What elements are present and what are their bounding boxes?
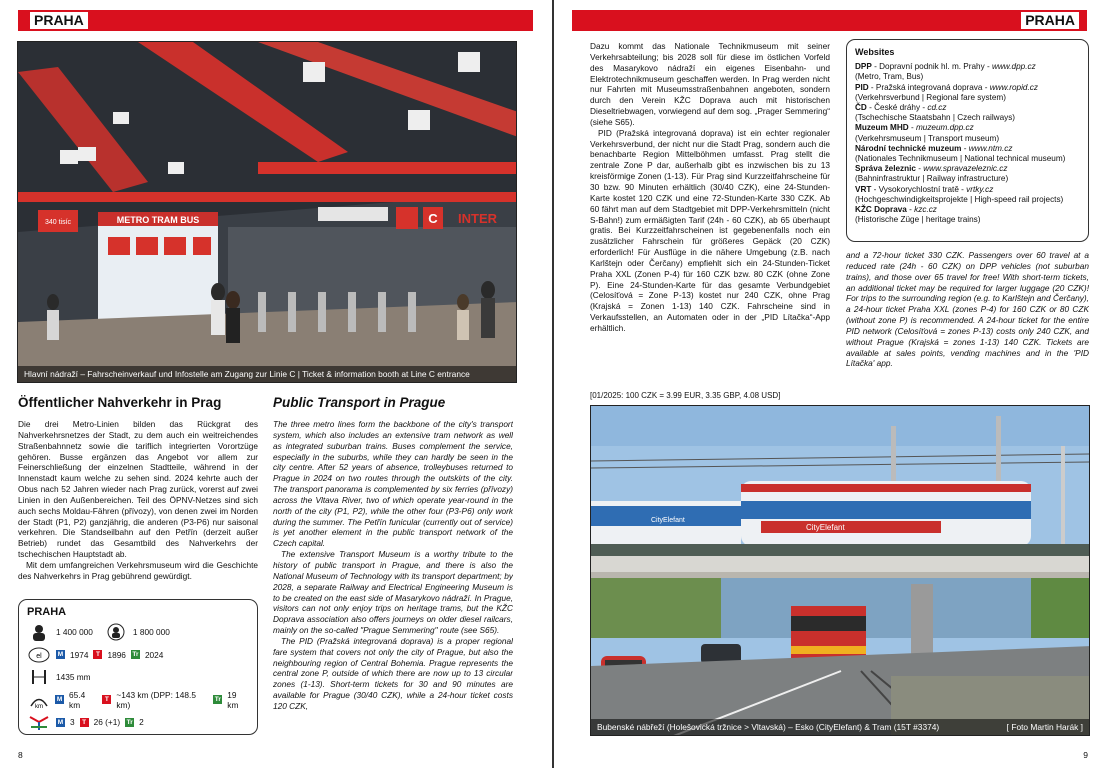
gauge-row [27,666,249,689]
tram-length: ~143 km (DPP: 148.5 km) [116,689,196,710]
english-paragraph-2: The extensive Transport Museum is a worthy tribute to the history of public transport in Prague, and there is also the National Museum of Technology with its transport department; by 2028, a separate Railway and Electrical Engineering Museum is to be created on the east side of Masarykovo nádraží. In Prague, visitors can not only enjoy trips on heritage trams, but the KŽC Doprava association also offers journeys on older diesel railcars, mainly on the so-called "Prague Semmering" route (see S65). [273,549,513,636]
website-entry [855,164,1083,184]
population-row [27,621,249,644]
title-english: Public Transport in Prague [273,395,446,410]
website-link[interactable]: www.ntm.cz [968,143,1013,153]
website-link[interactable]: vrtky.cz [966,184,994,194]
websites-box [846,39,1089,242]
website-name: VRT [855,184,872,194]
german-paragraph-2: Mit dem umfangreichen Verkehrsmuseum wird die Geschichte des Nahverkehrs in Prag gebührend gewürdigt. [18,559,258,581]
header-bar [572,10,1087,31]
exchange-rate: [01/2025: 100 CZK = 3.99 EUR, 3.35 GBP, 4.08 USD] [590,391,781,400]
page-number-left: 8 [18,750,23,760]
metro-year: 1974 [70,649,89,660]
facts-box [18,599,258,735]
tram-badge: T [102,695,111,704]
trolleybus-badge: Tr [132,651,139,659]
website-subtitle: (Bahninfrastruktur | Railway infrastructure) [855,174,1009,184]
german-cont-paragraph-2: PID (Pražská integrovaná doprava) ist ein echter regionaler Verkehrsverbund, der nicht nur die Stadt Prag, sondern auch die benachbarte Region Mittelböhmen umfasst. Prag stellt die zentrale Zone P dar, außerhalb gibt es inzwischen bis zu 13 kreisförmige Zonen (1-13). Für Prag sind Kurzzeitfahrscheine für 30 bzw. 90 Minuten erhältlich (30/40 CZK), eine 24-Stunden-Karte kostet 120 CZK und eine 72-Stunden-Karte 330 CZK. Ab 60 fährt man auf dem Stadtgebiet mit DPP-Verkehrsmitteln (nicht S-Bahn!) zum ermäßigten Tarif (24h - 60 CZK), ab 65 überhaupt gratis. Bei Kurzzeitfahrscheinen ist gegebenenfalls noch ein zusätzlicher Fahrschein für größeres Gepäck (20 CZK) erforderlich! Für Ausflüge in die nähere Umgebung (z.B. nach Karlštejn oder Čerčany) empfiehlt sich ein 24-Stunden-Ticket Praha XXL (Zonen P-4) für 160 CZK bzw. 80 CZK (ohne Zone P). Eine 24-Stunden-Karte für das gesamte Verbundgebiet (Celosíťová = Zone P-13) kostet nur 240 CZK, ohne Prag (Krajská = Zonen 1-13) 140 CZK. Fahrscheine sind in Verkaufsstellen, an Automaten oder in der „PID Lítačka“-App erhältlich. [590,127,830,333]
trolleybus-length: 19 km [227,689,239,710]
opening-year-row [27,644,249,667]
lines-row [27,711,249,734]
population-city: 1 400 000 [56,627,93,638]
website-entry [855,205,1083,225]
metro-badge: M [56,696,63,704]
website-desc: - [908,123,916,133]
website-name: ČD [855,103,867,113]
region-population-icon [104,622,128,642]
calendar-icon [27,645,51,665]
website-subtitle: (Metro, Tram, Bus) [855,72,924,82]
station-photo [17,41,517,383]
length-row [27,689,249,712]
metro-badge: M [57,651,64,659]
website-subtitle: (Historische Züge | heritage trains) [855,215,981,225]
gauge-value: 1435 mm [56,672,91,683]
website-link[interactable]: www.spravazeleznic.cz [923,164,1008,174]
metro-length: 65.4 km [69,689,86,710]
metro-lines: 3 [70,717,75,728]
facts-title: PRAHA [27,606,67,618]
website-entry [855,62,1083,82]
website-desc: - Vysokorychlostní tratě - [871,184,967,194]
gauge-icon [27,667,51,687]
title-german: Öffentlicher Nahverkehr in Prag [18,395,222,410]
right-page [554,0,1106,768]
photo-credit: [ Foto Martin Harák ] [1006,722,1083,732]
english-text-continued [846,250,1089,386]
website-link[interactable]: cd.cz [927,103,947,113]
website-desc: - [961,143,969,153]
german-text-column [18,419,258,589]
website-desc: - [906,205,915,215]
english-cont-paragraph: and a 72-hour ticket 330 CZK. Passengers over 60 travel at a reduced rate (24h - 60 CZK) on DPP vehicles (not suburban trains), and those over 65 travel for free! With short-term tickets, an additional ticket may be required for larger luggage (20 CZK)! For trips to the surrounding region (e.g. to Karlštejn and Čerčany), a 24-hour ticket Praha XXL (zones P-4) for 160 CZK or 80 CZK (without zone P) is recommended. A 24-hour ticket for the entire PID network (Celosíťová = zones P-13) costs only 240 CZK, and without Prague (Krajská = zones 1-13) 140 CZK. Tickets are available at sales points, vending machines and in the 'PID Lítačka' app. [846,250,1089,369]
website-link[interactable]: muzeum.dpp.cz [915,123,974,133]
header-title: PRAHA [1021,12,1079,29]
website-subtitle: (Tschechische Staatsbahn | Czech railways) [855,113,1016,123]
websites-list [855,47,1083,225]
tram-lines: 26 (+1) [93,717,121,728]
website-entry [855,103,1083,123]
header-bar [18,10,533,31]
english-text-column [273,419,513,741]
left-page [0,0,552,768]
website-name: Národní technické muzeum [855,143,962,153]
line-c-sign: C [428,211,438,226]
svg-text:km: km [34,703,43,709]
tram-train-photo [590,405,1090,736]
website-desc: - Pražská integrovaná doprava - [868,82,990,92]
train-label-2: CityElefant [651,517,685,524]
website-name: Správa železnic [855,164,916,174]
svg-text:el: el [36,652,42,660]
population-icon [27,622,51,642]
trolleybus-year: 2024 [144,649,164,660]
german-paragraph-1: Die drei Metro-Linien bilden das Rückgrat des Nahverkehrsnetzes der Stadt, zu dem auch ein weitreichendes Straßenbahnnetz sowie die tariflich integrierten Vorortzüge gehören. Busse ergänzen das Angebot vor allem zur Feinerschließung der einzelnen Stadtteile, während in der Innenstadt kaum welche zu sehen sind. 2024 kehrte auch der Obus nach 52 Jahren wieder nach Prag zurück, vorerst auf zwei Linien in den Außenbereichen. Teil des ÖPNV-Netzes sind sich auch sechs Moldau-Fähren (přívozy), von denen zwei im Norden der Stadt (P1, P2) ganzjährig, die anderen (P3-P6) nur saisonal verkehren. Die Standseilbahn auf den Petřín (derzeit außer Betrieb) rundet das Gesamtbild des Nahverkehrs der tschechischen Hauptstadt ab. [18,419,258,560]
tram-year: 1896 [107,649,126,660]
website-subtitle: (Verkehrsverbund | Regional fare system) [855,92,1006,102]
trolleybus-badge: Tr [126,718,133,726]
website-entry [855,83,1083,103]
website-entry [855,185,1083,205]
website-name: Muzeum MHD [855,123,909,133]
length-icon [27,690,50,710]
german-text-continued [590,41,830,349]
website-entry [855,144,1083,164]
website-link[interactable]: www.dpp.cz [991,62,1036,72]
tram-badge: T [93,650,102,659]
page-number-right: 9 [1083,750,1088,760]
website-subtitle: (Nationales Technikmuseum | National technical museum) [855,154,1066,164]
website-name: PID [855,82,869,92]
website-subtitle: (Hochgeschwindigkeitsprojekte | High-speed rail projects) [855,194,1064,204]
english-paragraph-3: The PID (Pražská integrovaná doprava) is a proper regional fare system that covers not only the city of Prague, but also the neighbouring region of Central Bohemia. Prague represents the central zone P, outside of which there are now up to 13 circular zones (1-13). Short-term tickets for 30 and 90 minutes are available for Prague (30/40 CZK), while a 24-hour ticket costs 120 CZK, [273,635,513,711]
photo-caption: Bubenské nábřeží (Holešovická tržnice > Vltavská) – Esko (CityElefant) & Tram (15T #3374) [ Foto Martin Harák ] [591,719,1089,735]
metro-tram-bus-sign: METRO TRAM BUS [116,215,200,225]
train-label: CityElefant [806,523,845,532]
population-region: 1 800 000 [132,627,170,638]
website-link[interactable]: kzc.cz [914,205,937,215]
website-name: DPP [855,62,872,72]
website-entry [855,123,1083,143]
trolleybus-badge: Tr [214,696,221,704]
network-icon [27,712,51,732]
website-desc: - Dopravní podnik hl. m. Prahy - [871,62,992,72]
websites-title: Websites [855,47,895,57]
website-desc: - [915,164,924,174]
price-sign: 340 tisíc [44,219,72,226]
german-cont-paragraph-1: Dazu kommt das Nationale Technikmuseum mit seiner Verkehrsabteilung; bis 2028 soll für diese im östlichen Vorfeld des Masarykovo nádraží ein eigenes Eisenbahn- und Elektrotechnikmuseum geschaffen werden. In Prag werden nicht nur Fahrten mit Museumsstraßenbahnen angeboten, sondern durch den Verein KŽC Doprava auch mit historischen Dieseltriebwagen, vorwiegend auf dem sog. „Prager Semmering“ (siehe S65). [590,41,830,127]
website-link[interactable]: www.ropid.cz [989,82,1038,92]
header-title: PRAHA [30,12,88,29]
website-name: KŽC Doprava [855,205,907,215]
english-paragraph-1: The three metro lines form the backbone of the city's transport system, which also includes an extensive tram network as well as integrated suburban trains. Buses complement the service, especially in the suburbs, while they can hardly be seen in the city centre. After 52 years of absence, trolleybuses returned to Prague in 2024 on two routes through the outskirts of the city. The transport panorama is complemented by six ferries (přívozy) across the Vltava River, two of which operate year-round in the north of the city (P1, P2), while the other four (P3-P6) only work during the summer. The Petřín funicular (currently out of service) is yet another element in the public transport network of the Czech capital. [273,419,513,549]
trolleybus-lines: 2 [139,717,144,728]
tram-badge: T [80,718,89,727]
photo-caption: Hlavní nádraží – Fahrscheinverkauf und Infostelle am Zugang zur Linie C | Ticket & information booth at Line C entrance [18,366,516,382]
metro-badge: M [57,718,64,726]
website-desc: - České dráhy - [866,103,928,113]
website-subtitle: (Verkehrsmuseum | Transport museum) [855,133,1000,143]
inter-sign: INTER [458,211,497,226]
